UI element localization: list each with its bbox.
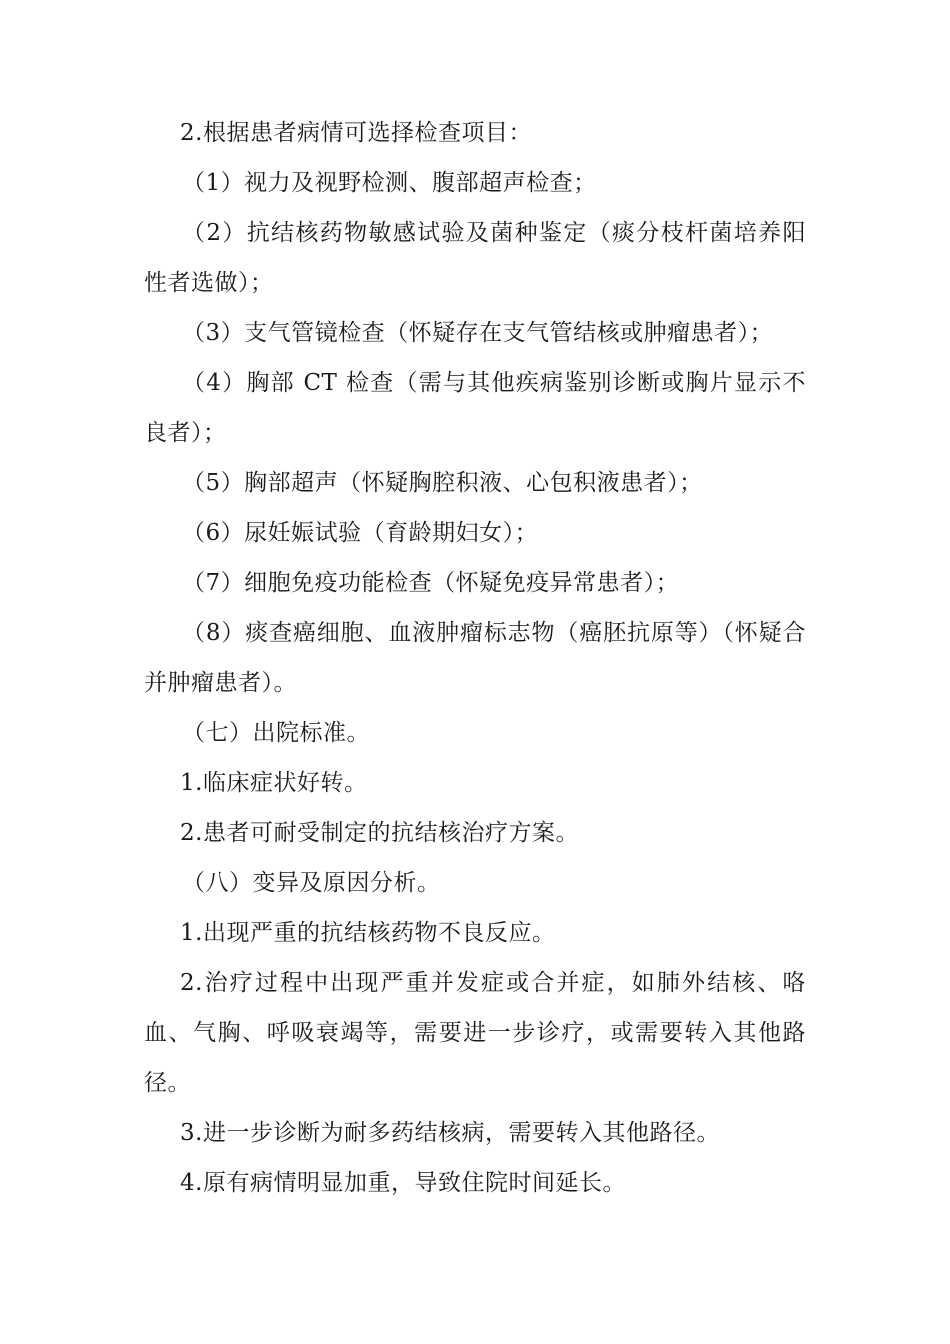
section-heading-discharge-criteria: （七）出院标准。	[182, 720, 370, 746]
paragraph-variation-4: 4.原有病情明显加重，导致住院时间延长。	[180, 1170, 626, 1196]
paragraph-exam-items-heading: 2.根据患者病情可选择检查项目：	[180, 120, 532, 146]
document-body	[144, 108, 806, 1208]
paragraph-variation-3: 3.进一步诊断为耐多药结核病，需要转入其他路径。	[180, 1120, 720, 1146]
paragraph-item-4: （4）胸部 CT 检查（需与其他疾病鉴别诊断或胸片显示不良者）；	[144, 370, 806, 446]
paragraph-discharge-2: 2.患者可耐受制定的抗结核治疗方案。	[180, 820, 579, 846]
paragraph-variation-1: 1.出现严重的抗结核药物不良反应。	[180, 920, 556, 946]
paragraph-item-3: （3）支气管镜检查（怀疑存在支气管结核或肿瘤患者）；	[182, 320, 774, 346]
paragraph-variation-2: 2.治疗过程中出现严重并发症或合并症，如肺外结核、咯血、气胸、呼吸衰竭等，需要进一步诊疗，或需要转入其他路径。	[144, 970, 806, 1096]
section-heading-variation-analysis: （八）变异及原因分析。	[182, 870, 441, 896]
paragraph-discharge-1: 1.临床症状好转。	[180, 770, 368, 796]
paragraph-item-5: （5）胸部超声（怀疑胸腔积液、心包积液患者）；	[182, 470, 703, 496]
paragraph-item-6: （6）尿妊娠试验（育龄期妇女）；	[182, 520, 539, 546]
paragraph-item-2: （2）抗结核药物敏感试验及菌种鉴定（痰分枝杆菌培养阳性者选做）；	[144, 220, 806, 296]
paragraph-item-7: （7）细胞免疫功能检查（怀疑免疫异常患者）；	[182, 570, 680, 596]
paragraph-item-8: （8）痰查癌细胞、血液肿瘤标志物（癌胚抗原等）（怀疑合并肿瘤患者）。	[144, 620, 806, 696]
paragraph-item-1: （1）视力及视野检测、腹部超声检查；	[182, 170, 597, 196]
